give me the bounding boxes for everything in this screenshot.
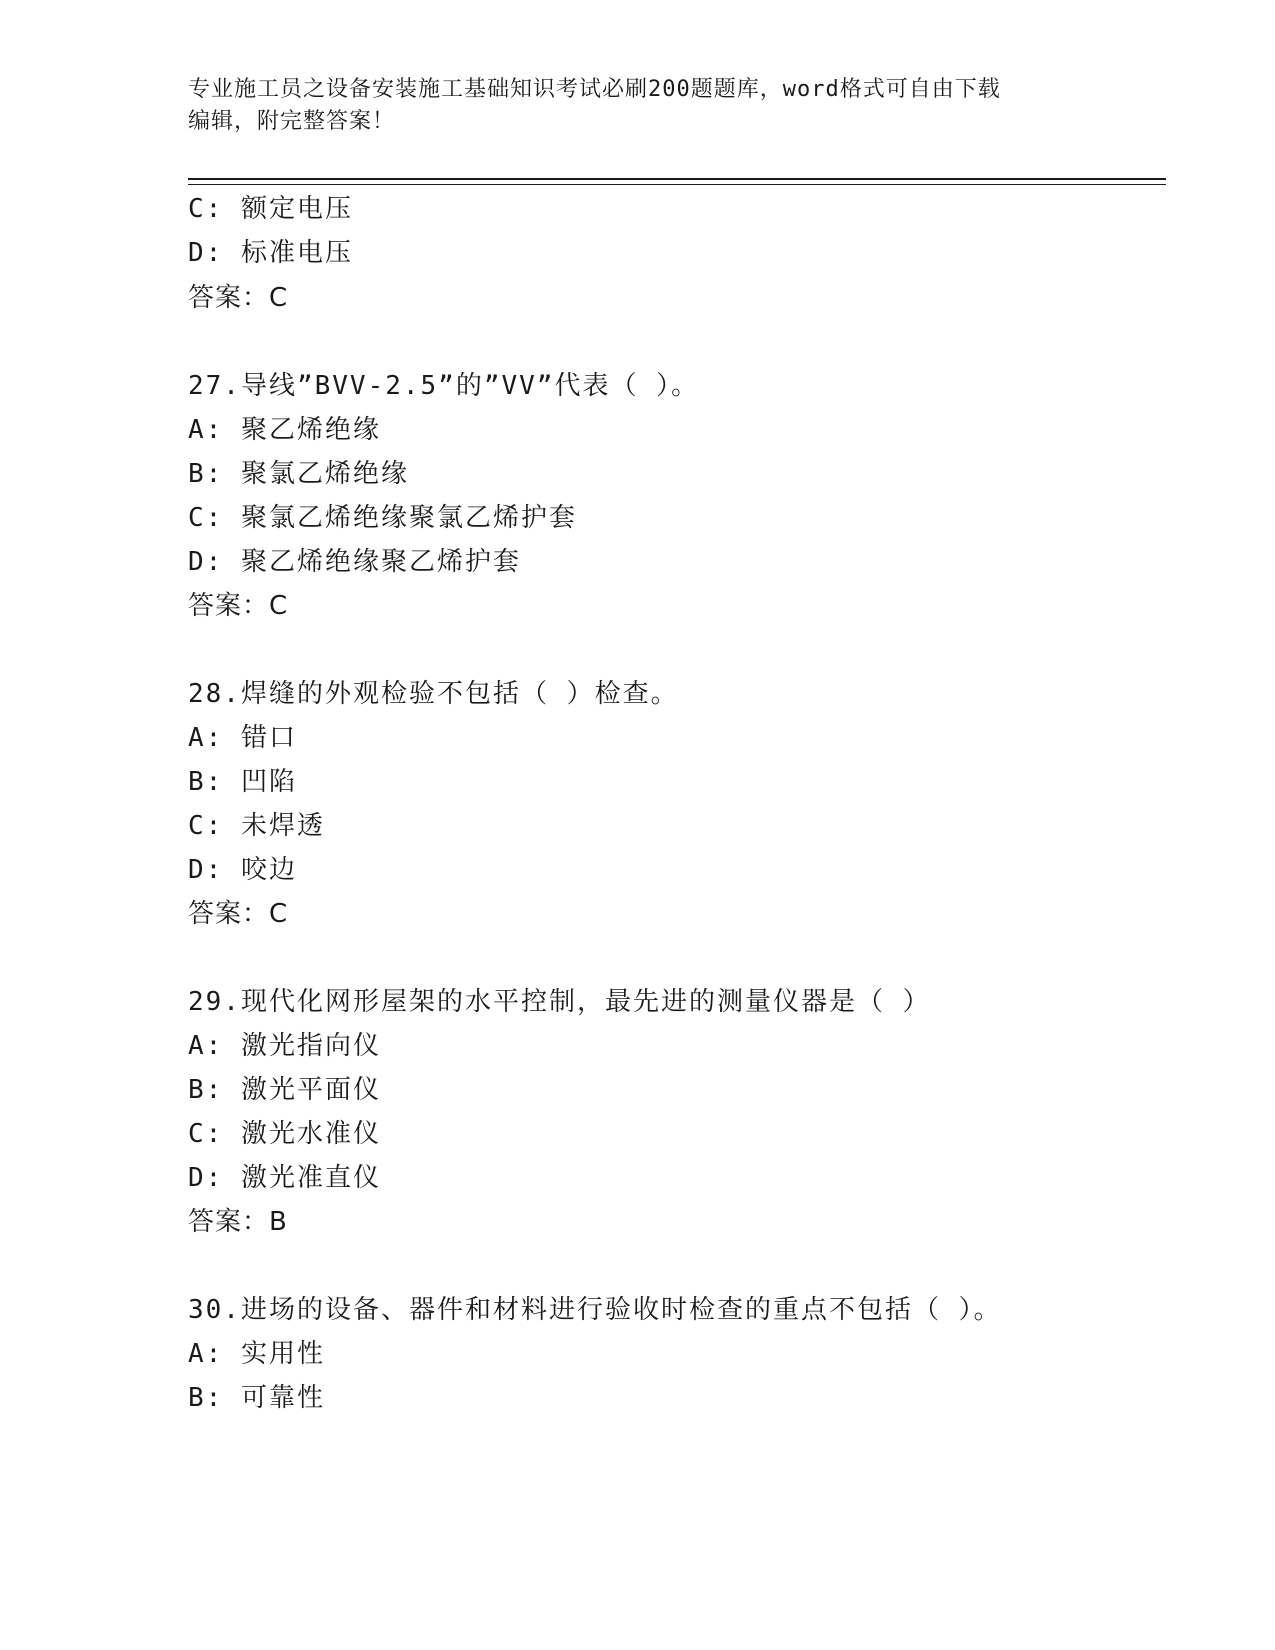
option-c: C: 激光水准仪: [188, 1119, 381, 1149]
answer: 答案：C: [188, 899, 289, 929]
option-b: B: 可靠性: [188, 1383, 325, 1413]
option-d: D: 咬边: [188, 855, 297, 885]
question-29: 29.现代化网形屋架的水平控制，最先进的测量仪器是（ ）: [188, 987, 931, 1017]
page-header: [188, 74, 1088, 138]
option-d: D: 激光准直仪: [188, 1163, 381, 1193]
question-27: 27.导线”BVV-2.5”的”VV”代表（ ）。: [188, 371, 700, 401]
question-28: 28.焊缝的外观检验不包括（ ）检查。: [188, 679, 679, 709]
option-c: C: 未焊透: [188, 811, 325, 841]
header-divider: [188, 178, 1166, 185]
option-c: C: 额定电压: [188, 194, 353, 224]
option-a: A: 错口: [188, 723, 297, 753]
option-d: D: 聚乙烯绝缘聚乙烯护套: [188, 547, 521, 577]
question-30: 30.进场的设备、器件和材料进行验收时检查的重点不包括（ ）。: [188, 1295, 1002, 1325]
header-title-line1: 专业施工员之设备安装施工基础知识考试必刷200题题库，word格式可自由下载: [188, 77, 1001, 102]
option-a: A: 激光指向仪: [188, 1031, 381, 1061]
header-title-line2: 编辑，附完整答案！: [188, 109, 396, 134]
option-c: C: 聚氯乙烯绝缘聚氯乙烯护套: [188, 503, 577, 533]
option-b: B: 激光平面仪: [188, 1075, 381, 1105]
option-d: D: 标准电压: [188, 238, 353, 268]
option-a: A: 聚乙烯绝缘: [188, 415, 381, 445]
answer: 答案：B: [188, 1207, 288, 1237]
option-b: B: 聚氯乙烯绝缘: [188, 459, 409, 489]
option-a: A: 实用性: [188, 1339, 325, 1369]
answer: 答案：C: [188, 591, 289, 621]
answer: 答案：C: [188, 283, 289, 313]
option-b: B: 凹陷: [188, 767, 297, 797]
